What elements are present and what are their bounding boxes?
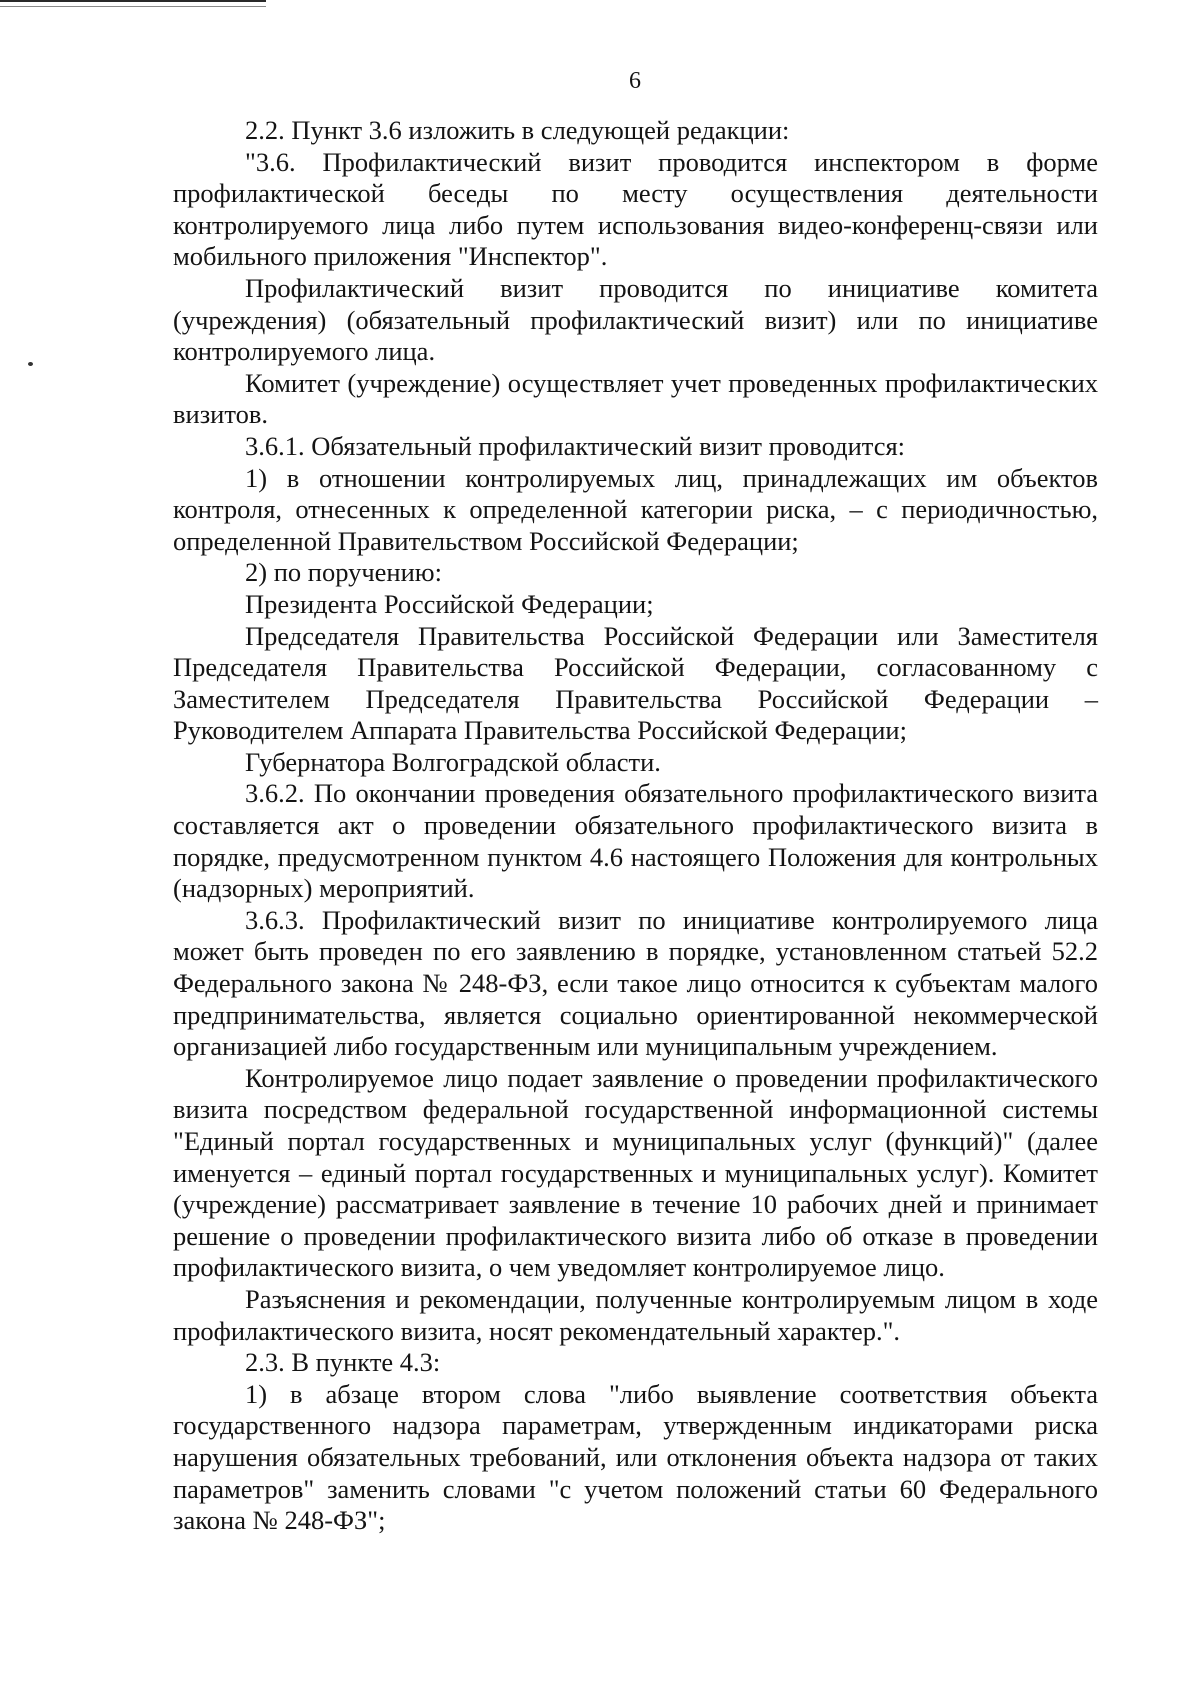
paragraph: Председателя Правительства Российской Федерации или Заместителя Председателя Правительства Российской Федерации, согласованному с Заместителем Председателя Правительства Российской Федерации – Руководителем Аппарата Правительства Российской Федерации;	[173, 620, 1098, 746]
paragraph: 2.3. В пункте 4.3:	[245, 1347, 441, 1378]
scan-speck	[28, 362, 33, 366]
paragraph: 2) по поручению:	[245, 557, 442, 588]
paragraph: Губернатора Волгоградской области.	[245, 746, 661, 777]
paragraph: 1) в абзаце втором слова "либо выявление соответствия объекта государственного надзора параметрам, утвержденным индикаторами риска нарушения обязательных требований, или отклонения объекта надзора от таких параметров" заменить словами "с учетом положений статьи 60 Федерального закона № 248-ФЗ";	[173, 1378, 1098, 1536]
document-body	[173, 115, 1098, 1537]
paragraph: 3.6.3. Профилактический визит по инициативе контролируемого лица может быть проведен по его заявлению в порядке, установленном статьей 52.2 Федерального закона № 248-ФЗ, если такое лицо относится к субъектам малого предпринимательства, является социально ориентированной некоммерческой организацией либо государственным или муниципальным учреждением.	[173, 904, 1098, 1062]
scan-edge-line	[0, 6, 266, 7]
scan-edge-line	[0, 0, 266, 2]
paragraph: 2.2. Пункт 3.6 изложить в следующей редакции:	[245, 115, 790, 145]
paragraph: 1) в отношении контролируемых лиц, принадлежащих им объектов контроля, отнесенных к определенной категории риска, – с периодичностью, определенной Правительством Российской Федерации;	[173, 462, 1098, 556]
paragraph: Президента Российской Федерации;	[245, 588, 654, 619]
paragraph: "3.6. Профилактический визит проводится инспектором в форме профилактической беседы по месту осуществления деятельности контролируемого лица либо путем использования видео-конференц-связи или мобильного приложения "Инспектор".	[173, 146, 1098, 272]
paragraph: Профилактический визит проводится по инициативе комитета (учреждения) (обязательный профилактический визит) или по инициативе контролируемого лица.	[173, 272, 1098, 367]
page-number: 6	[629, 68, 641, 94]
paragraph: 3.6.2. По окончании проведения обязательного профилактического визита составляется акт о проведении обязательного профилактического визита в порядке, предусмотренном пунктом 4.6 настоящего Положения для контрольных (надзорных) мероприятий.	[173, 778, 1098, 904]
paragraph: Контролируемое лицо подает заявление о проведении профилактического визита посредством федеральной государственной информационной системы "Единый портал государственных и муниципальных услуг (функций)" (далее именуется – единый портал государственных и муниципальных услуг). Комитет (учреждение) рассматривает заявление в течение 10 рабочих дней и принимает решение о проведении профилактического визита либо об отказе в проведении профилактического визита, о чем уведомляет контролируемое лицо.	[173, 1062, 1098, 1283]
paragraph: 3.6.1. Обязательный профилактический визит проводится:	[245, 430, 906, 461]
paragraph: Разъяснения и рекомендации, полученные контролируемым лицом в ходе профилактического визита, носят рекомендательный характер.".	[173, 1283, 1098, 1346]
paragraph: Комитет (учреждение) осуществляет учет проведенных профилактических визитов.	[173, 367, 1098, 430]
